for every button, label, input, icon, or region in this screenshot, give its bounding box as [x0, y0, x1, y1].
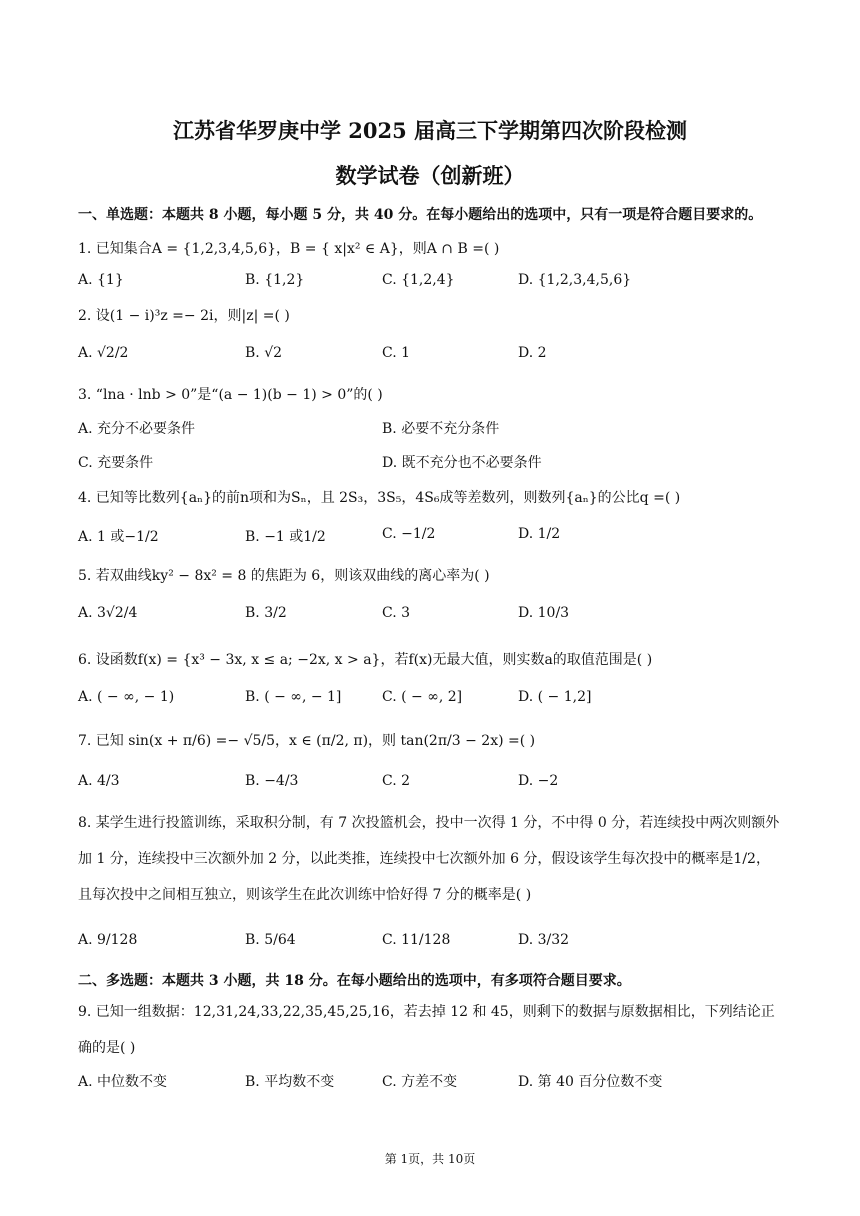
- option-c: C. ( − ∞, 2]: [382, 689, 463, 705]
- option-a: A. 中位数不变: [78, 1074, 168, 1090]
- option-a: A. ( − ∞, − 1): [78, 689, 175, 705]
- option-b: B. √2: [245, 345, 283, 361]
- option-b: B. {1,2}: [245, 272, 305, 288]
- question-stem: 6. 设函数f(x) = {x³ − 3x, x ≤ a; −2x, x > a}，若f(x)无最大值，则实数a的取值范围是( ): [78, 652, 653, 668]
- option-d: D. 3/32: [518, 932, 570, 948]
- option-b: B. 必要不充分条件: [382, 421, 500, 437]
- option-a: A. 充分不必要条件: [78, 421, 196, 437]
- question-stem: 7. 已知 sin(x + π/6) =− √5/5，x ∈ (π/2, π)，则 tan(2π/3 − 2x) =( ): [78, 733, 536, 749]
- exam-subtitle: 数学试卷（创新班）: [335, 163, 525, 188]
- option-d: D. {1,2,3,4,5,6}: [518, 272, 632, 288]
- option-a: A. 3√2/4: [78, 605, 138, 621]
- option-d: D. −2: [518, 773, 559, 789]
- question-stem: 4. 已知等比数列{aₙ}的前n项和为Sₙ，且 2S₃，3S₅，4S₆成等差数列，则数列{aₙ}的公比q =( ): [78, 490, 681, 506]
- option-b: B. ( − ∞, − 1]: [245, 689, 342, 705]
- option-d: D. ( − 1,2]: [518, 689, 592, 705]
- option-c: C. −1/2: [382, 526, 436, 542]
- section-heading-single-choice: 一、单选题：本题共 8 小题，每小题 5 分，共 40 分。在每小题给出的选项中，只有一项是符合题目要求的。: [78, 207, 763, 223]
- option-a: A. 9/128: [78, 932, 138, 948]
- option-c: C. {1,2,4}: [382, 272, 455, 288]
- option-b: B. 5/64: [245, 932, 296, 948]
- option-b: B. −4/3: [245, 773, 299, 789]
- question-stem: 1. 已知集合A = {1,2,3,4,5,6}，B = { x|x² ∈ A}，则A ∩ B =( ): [78, 241, 500, 257]
- option-c: C. 2: [382, 773, 411, 789]
- option-c: C. 1: [382, 345, 411, 361]
- question-stem: 9. 已知一组数据：12,31,24,33,22,35,45,25,16，若去掉 12 和 45，则剩下的数据与原数据相比，下列结论正确的是( ): [78, 1004, 775, 1056]
- option-a: A. {1}: [78, 272, 124, 288]
- option-c: C. 3: [382, 605, 411, 621]
- option-c: C. 方差不变: [382, 1074, 458, 1090]
- option-d: D. 第 40 百分位数不变: [518, 1074, 663, 1090]
- question-stem: 5. 若双曲线ky² − 8x² = 8 的焦距为 6，则该双曲线的离心率为( ): [78, 568, 490, 584]
- option-a: A. 1 或−1/2: [78, 529, 159, 545]
- option-d: D. 10/3: [518, 605, 570, 621]
- option-a: A. √2/2: [78, 345, 129, 361]
- question-stem: 3. “lna · lnb > 0”是“(a − 1)(b − 1) > 0”的( ): [78, 387, 383, 403]
- exam-title: 江苏省华罗庚中学 2025 届高三下学期第四次阶段检测: [172, 118, 688, 143]
- option-d: D. 既不充分也不必要条件: [382, 455, 542, 471]
- option-b: B. 3/2: [245, 605, 287, 621]
- question-stem: 2. 设(1 − i)³z =− 2i，则|z| =( ): [78, 308, 290, 324]
- question-stem: 8. 某学生进行投篮训练，采取积分制，有 7 次投篮机会，投中一次得 1 分，不中得 0 分，若连续投中两次则额外加 1 分，连续投中三次额外加 2 分，以此类推，连续投中七次额外加 6 分，假设该学生每次投中的概率是1/2，且每次投中之间相互独立，则该学生在此次训练中恰好得 7 分的概率是( ): [78, 815, 780, 903]
- option-d: D. 2: [518, 345, 547, 361]
- option-c: C. 11/128: [382, 932, 451, 948]
- option-a: A. 4/3: [78, 773, 120, 789]
- page-number: 第 1页，共 10页: [384, 1152, 476, 1166]
- option-b: B. −1 或1/2: [245, 529, 326, 545]
- option-c: C. 充要条件: [78, 455, 154, 471]
- option-b: B. 平均数不变: [245, 1074, 335, 1090]
- option-d: D. 1/2: [518, 526, 561, 542]
- section-heading-multi-choice: 二、多选题：本题共 3 小题，共 18 分。在每小题给出的选项中，有多项符合题目要求。: [78, 973, 631, 989]
